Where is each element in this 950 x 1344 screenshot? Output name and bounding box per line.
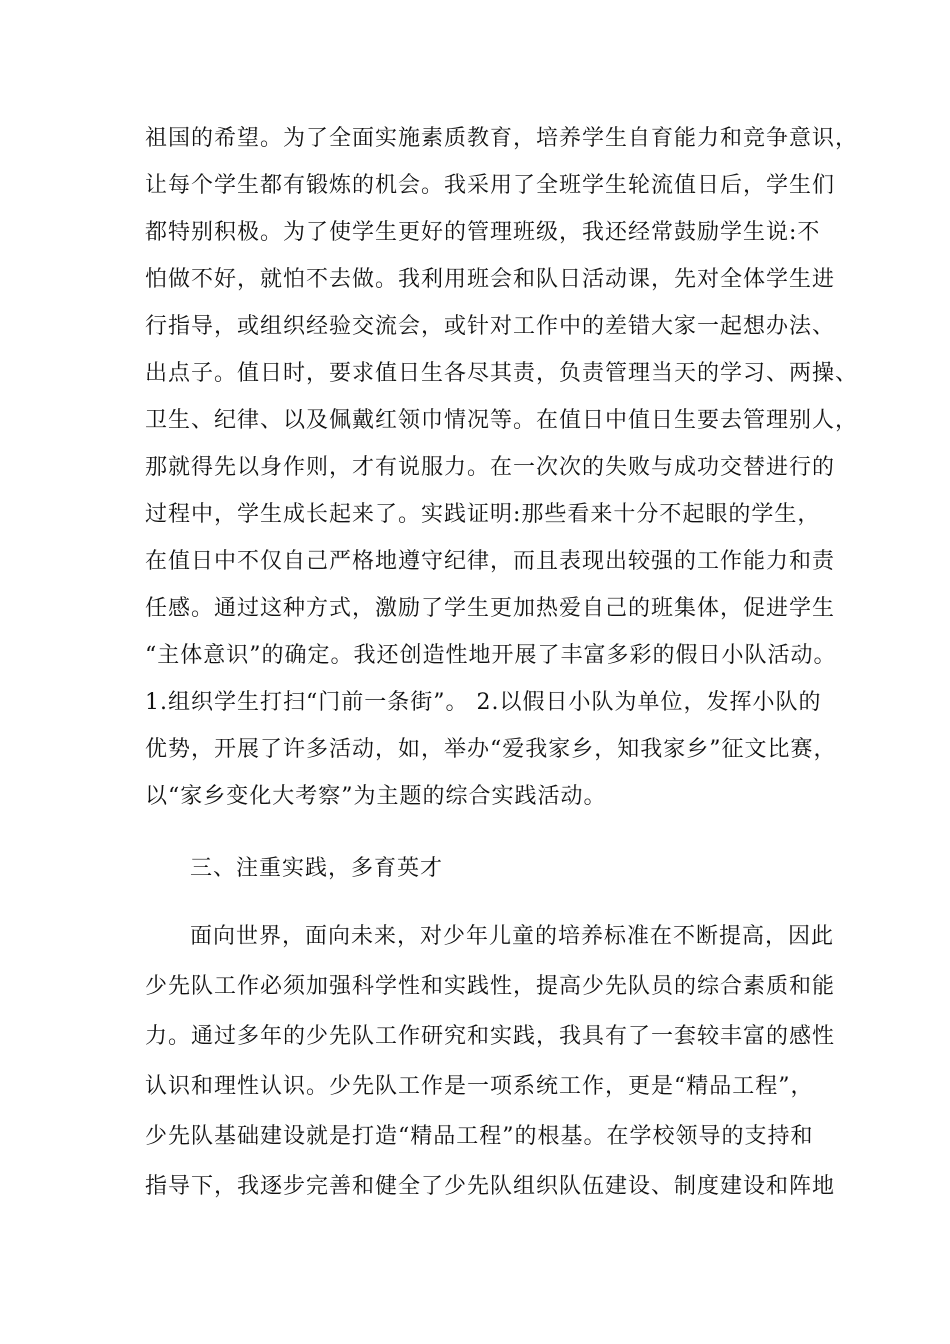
section-heading: 三、注重实践，多育英才	[190, 856, 444, 881]
text-line: 卫生、纪律、以及佩戴红领巾情况等。在值日中值日生要去管理别人，	[145, 408, 859, 433]
text-line: 力。通过多年的少先队工作研究和实践，我具有了一套较丰富的感性	[145, 1024, 836, 1049]
text-line: 少先队工作必须加强科学性和实践性，提高少先队员的综合素质和能	[145, 974, 836, 999]
text-line: 都特别积极。为了使学生更好的管理班级，我还经常鼓励学生说:不	[145, 220, 821, 245]
text-line: 优势，开展了许多活动，如，举办“爱我家乡，知我家乡”征文比赛，	[145, 737, 837, 762]
text-line: 指导下，我逐步完善和健全了少先队组织队伍建设、制度建设和阵地	[145, 1174, 836, 1199]
text-line: 让每个学生都有锻炼的机会。我采用了全班学生轮流值日后，学生们	[145, 173, 836, 198]
text-line: 出点子。值日时，要求值日生各尽其责，负责管理当天的学习、两操、	[145, 361, 859, 386]
text-line: 祖国的希望。为了全面实施素质教育，培养学生自育能力和竞争意识，	[145, 126, 859, 151]
text-line: 认识和理性认识。少先队工作是一项系统工作，更是“精品工程”，	[145, 1074, 814, 1099]
text-line: 在值日中不仅自己严格地遵守纪律，而且表现出较强的工作能力和责	[145, 549, 836, 574]
text-line: 那就得先以身作则，才有说服力。在一次次的失败与成功交替进行的	[145, 455, 836, 480]
text-line: 行指导，或组织经验交流会，或针对工作中的差错大家一起想办法、	[145, 314, 836, 339]
text-line: 少先队基础建设就是打造“精品工程”的根基。在学校领导的支持和	[145, 1124, 814, 1149]
text-line: 怕做不好，就怕不去做。我利用班会和队日活动课，先对全体学生进	[145, 267, 836, 292]
text-line: 1.组织学生打扫“门前一条街”。 2.以假日小队为单位，发挥小队的	[145, 690, 822, 715]
text-line: 任感。通过这种方式，激励了学生更加热爱自己的班集体，促进学生	[145, 596, 836, 621]
text-line: 以“家乡变化大考察”为主题的综合实践活动。	[145, 784, 607, 809]
text-line: 过程中，学生成长起来了。实践证明:那些看来十分不起眼的学生，	[145, 502, 821, 527]
text-line: 面向世界，面向未来，对少年儿童的培养标准在不断提高，因此	[190, 924, 835, 949]
text-line: “主体意识”的确定。我还创造性地开展了丰富多彩的假日小队活动。	[145, 643, 837, 668]
